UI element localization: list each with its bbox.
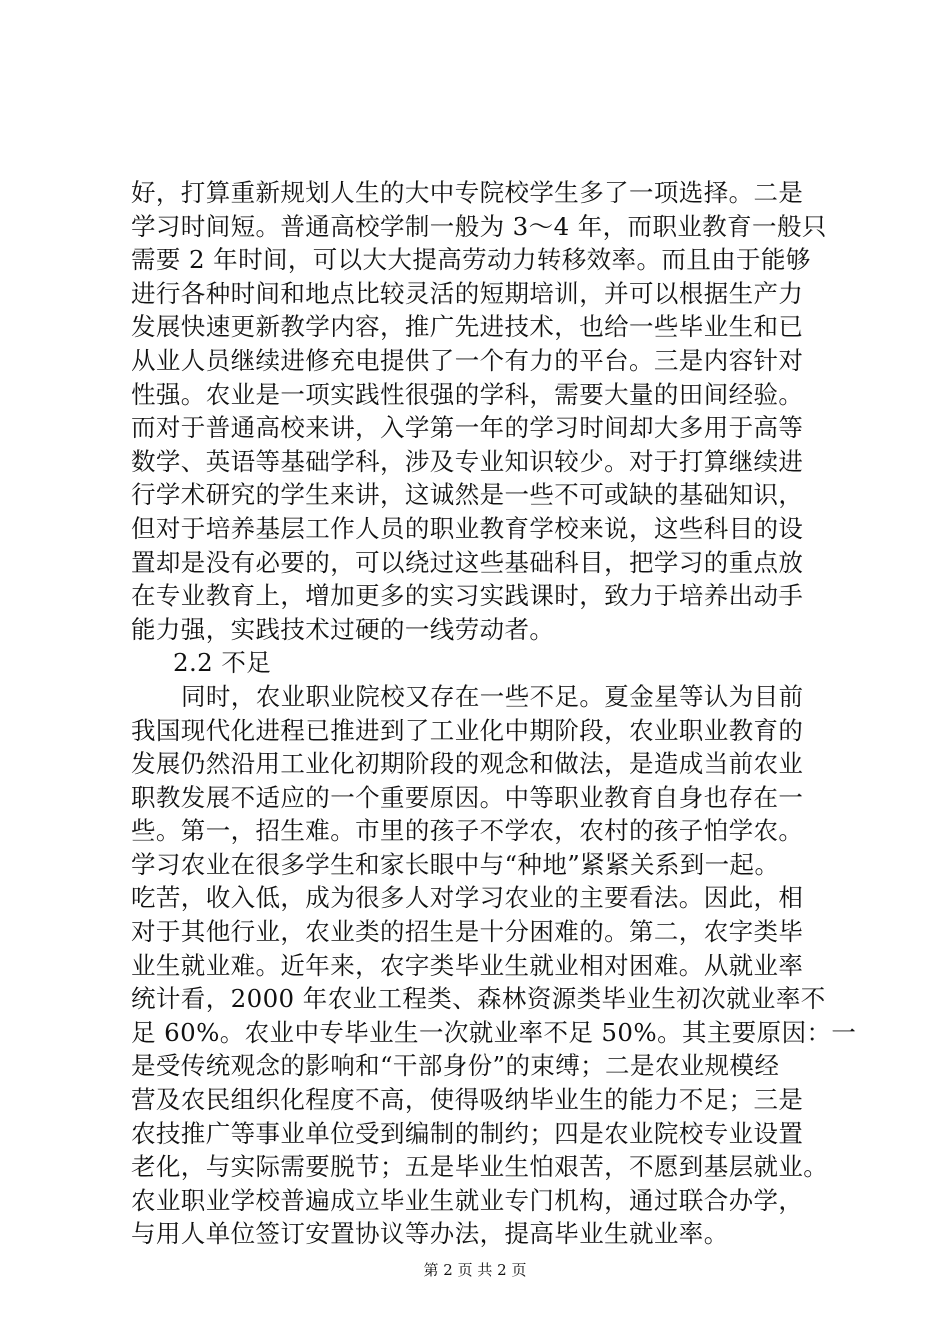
- page-number-label: 第 2 页 共 2 页: [423, 1261, 527, 1279]
- text-line: 数学、英语等基础学科，涉及专业知识较少。对于打算继续进: [131, 446, 804, 476]
- text-line: 学习农业在很多学生和家长眼中与“种地”紧紧关系到一起。: [131, 849, 780, 879]
- text-line: 与用人单位签订安置协议等办法，提高毕业生就业率。: [131, 1219, 729, 1249]
- text-line: 进行各种时间和地点比较灵活的短期培训，并可以根据生产力: [131, 278, 804, 308]
- text-line: 足 60%。农业中专毕业生一次就业率不足 50%。其主要原因：一: [131, 1017, 857, 1047]
- section-heading: 2.2 不足: [173, 648, 272, 678]
- text-line: 行学术研究的学生来讲，这诚然是一些不可或缺的基础知识，: [131, 480, 804, 510]
- text-line: 置却是没有必要的，可以绕过这些基础科目，把学习的重点放: [131, 547, 804, 577]
- text-line: 需要 2 年时间，可以大大提高劳动力转移效率。而且由于能够: [131, 245, 811, 275]
- text-line: 农技推广等事业单位受到编制的制约；四是农业院校专业设置: [131, 1118, 804, 1148]
- text-line: 而对于普通高校来讲，入学第一年的学习时间却大多用于高等: [131, 413, 804, 443]
- text-line: 同时，农业职业院校又存在一些不足。夏金星等认为目前: [181, 681, 804, 711]
- text-line: 业生就业难。近年来，农字类毕业生就业相对困难。从就业率: [131, 950, 804, 980]
- page-footer: [0, 1260, 950, 1280]
- text-line: 职教发展不适应的一个重要原因。中等职业教育自身也存在一: [131, 782, 804, 812]
- text-line: 吃苦，收入低，成为很多人对学习农业的主要看法。因此，相: [131, 883, 804, 913]
- text-line: 老化，与实际需要脱节；五是毕业生怕艰苦，不愿到基层就业。: [131, 1152, 829, 1182]
- text-line: 农业职业学校普遍成立毕业生就业专门机构，通过联合办学，: [131, 1185, 804, 1215]
- text-line: 发展仍然沿用工业化初期阶段的观念和做法，是造成当前农业: [131, 749, 804, 779]
- text-line: 营及农民组织化程度不高，使得吸纳毕业生的能力不足；三是: [131, 1085, 804, 1115]
- text-line: 统计看，2000 年农业工程类、森林资源类毕业生初次就业率不: [131, 984, 826, 1014]
- text-line: 好，打算重新规划人生的大中专院校学生多了一项选择。二是: [131, 178, 804, 207]
- text-line: 些。第一，招生难。市里的孩子不学农，农村的孩子怕学农。: [131, 816, 804, 846]
- text-line: 发展快速更新教学内容，推广先进技术，也给一些毕业生和已: [131, 312, 804, 342]
- text-line: 但对于培养基层工作人员的职业教育学校来说，这些科目的设: [131, 513, 804, 543]
- text-line: 在专业教育上，增加更多的实习实践课时，致力于培养出动手: [131, 581, 804, 611]
- text-line: 我国现代化进程已推进到了工业化中期阶段，农业职业教育的: [131, 715, 804, 745]
- document-body: [131, 176, 857, 1251]
- text-line: 是受传统观念的影响和“干部身份”的束缚；二是农业规模经: [131, 1051, 780, 1081]
- text-line: 对于其他行业，农业类的招生是十分困难的。第二，农字类毕: [131, 917, 804, 947]
- text-line: 学习时间短。普通高校学制一般为 3～4 年，而职业教育一般只: [131, 211, 827, 241]
- text-line: 性强。农业是一项实践性很强的学科，需要大量的田间经验。: [131, 379, 804, 409]
- text-line: 能力强，实践技术过硬的一线劳动者。: [131, 614, 555, 644]
- text-line: 从业人员继续进修充电提供了一个有力的平台。三是内容针对: [131, 345, 804, 375]
